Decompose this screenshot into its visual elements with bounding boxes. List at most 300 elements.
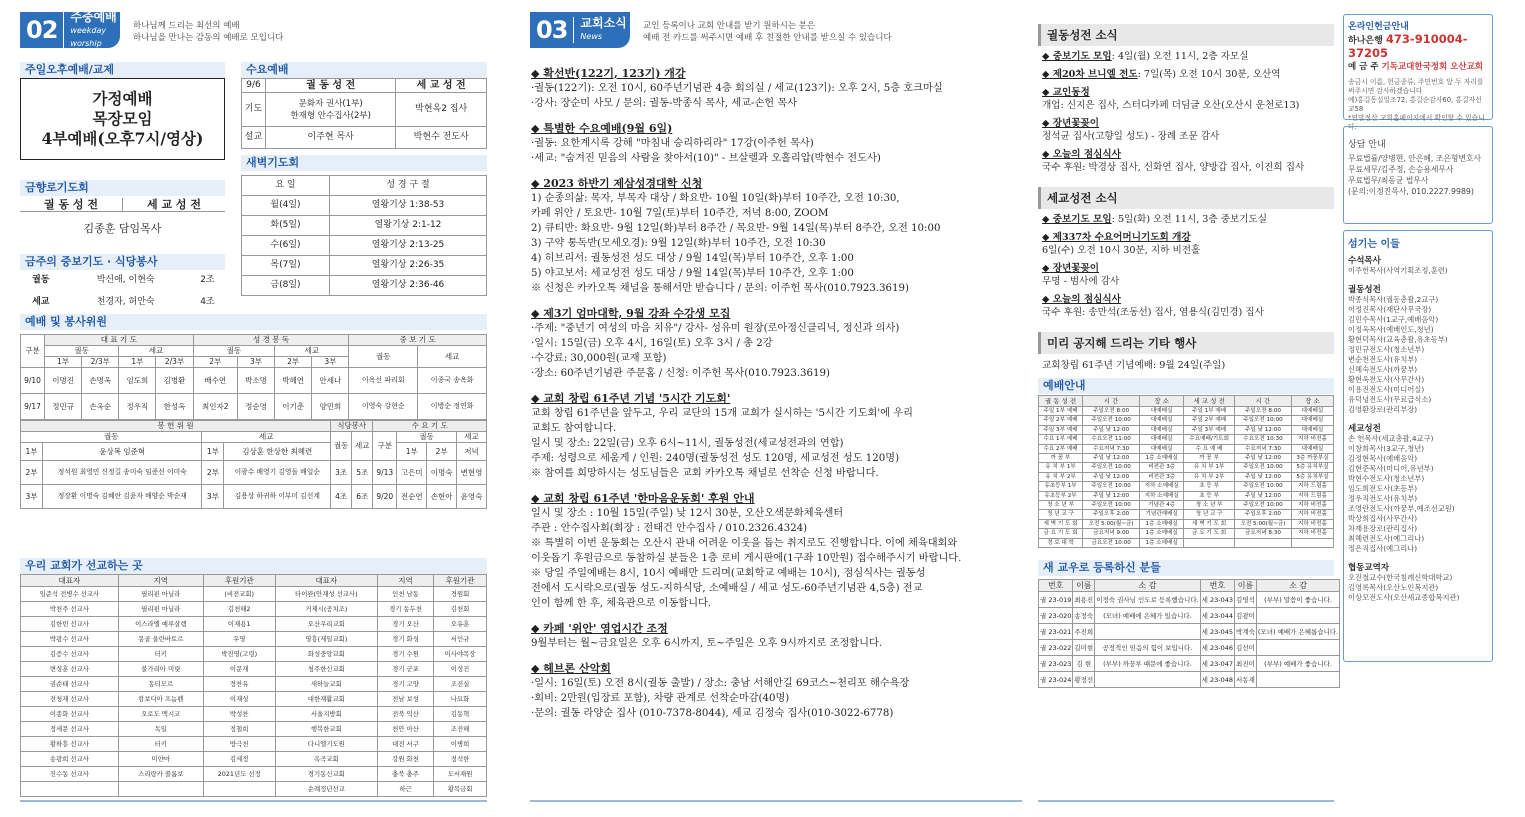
wed-h2: 세 교 성 전: [396, 79, 487, 93]
weekly-table: [20, 270, 225, 314]
mission-cell: 순례정년선교: [275, 782, 377, 797]
newcomer-cell: 김광미: [1235, 608, 1257, 624]
serve-cell: 3조: [331, 461, 352, 485]
newcomer-cell: (부부) 까꿍부 때문에 좋습니다.: [1095, 656, 1200, 672]
consult-line: (문의:이정진목사, 010.2227.9989): [1348, 187, 1474, 196]
newcomer-cell: [1095, 672, 1200, 688]
service-cell: 수요 1부 예배: [1039, 435, 1083, 444]
service-cell: 유 치 부 1부: [1039, 463, 1083, 472]
footer-rule: [530, 800, 1022, 802]
service-cell: 대예배실: [1140, 425, 1184, 434]
serve-cell: 저녁: [457, 443, 487, 461]
mission-cell: 서인규: [434, 632, 487, 647]
staff-group-title: 세교성전: [1348, 424, 1381, 434]
page-badge: [530, 12, 630, 48]
online-note: 예)홍길동십일조72, 홍길순감사60, 홍길자선교58: [1348, 96, 1482, 113]
serve-cell: 궐동: [193, 346, 274, 357]
newcomer-header: 이름: [1073, 580, 1095, 592]
service-cell: 5층 유치부실: [1291, 463, 1333, 472]
mission-cell: 캄보디아 프놈펜: [118, 692, 203, 707]
mission-cell: 나묘화: [434, 692, 487, 707]
serve-cell: 궐동: [21, 432, 202, 443]
wed-label: 수요예배: [241, 62, 487, 78]
wed-date: 9/6: [242, 79, 266, 93]
newcomer-header: 이름: [1235, 580, 1257, 592]
serve-cell: 이옥선 파리회: [349, 368, 418, 394]
staff-name: 조영란전도사(까꿍부,예조선교원): [1348, 504, 1455, 513]
newcomer-header: 번호: [1039, 580, 1073, 592]
newcomer-cell: 김 현: [1073, 656, 1095, 672]
wed-cell: 기도: [242, 93, 266, 127]
mission-cell: 필리핀 마닐라: [118, 587, 203, 602]
serve-cell: 최인자2: [193, 394, 237, 420]
section-header: [15, 0, 493, 50]
panel-church-news: [1035, 0, 1337, 817]
mission-cell: 김천해2: [203, 602, 275, 617]
staff-name: 김민수목사(1교구,예배음악): [1348, 315, 1439, 324]
other-events-title: 미리 공지해 드리는 기타 행사: [1038, 332, 1334, 354]
service-cell: 주일 3부 예배: [1039, 425, 1083, 434]
staff-name: 이주헌목사(사역기획조정,훈련): [1348, 266, 1448, 275]
serve-cell: 이종국 송옥화: [418, 368, 487, 394]
mission-cell: 전청재 선교사: [21, 692, 119, 707]
service-cell: 주일 3부 예배: [1184, 425, 1235, 434]
service-cell: 지하 비전홀: [1291, 435, 1333, 444]
mission-cell: 동티모르: [118, 677, 203, 692]
serve-cell: 1부: [397, 443, 427, 461]
service-cell: 지하 드림홀: [1291, 491, 1333, 500]
serve-cell: 이병순 정연화: [418, 394, 487, 420]
mission-cell: 거제시(공치조): [275, 602, 377, 617]
serve-cell: 이명진: [45, 368, 82, 394]
news-line: ·회비: 2만원(입장료 포함), 차량 관계로 선착순마감(40명): [531, 693, 790, 704]
service-cell: 주일오전 10:00: [1234, 463, 1291, 472]
serve-cell: 손현아: [427, 485, 457, 509]
mission-cell: 이병희: [434, 737, 487, 752]
news-line: 3) 구약 통독반(모세오경): 9월 12일(화)부터 10주간, 오전 10:30: [531, 238, 826, 249]
page-title: 교회소식: [580, 16, 627, 30]
service-cell: 유초등부 1부: [1039, 482, 1083, 491]
staff-name: 김현준목사(미디어,유년부): [1348, 464, 1434, 473]
sunday-line-1: 가정예배: [92, 89, 153, 108]
newcomers-table: [1038, 579, 1340, 688]
serve-cell: 배수연: [193, 368, 237, 394]
dawn-h2: 성 경 구 절: [330, 176, 487, 196]
serve-cell: 구분: [373, 432, 397, 461]
friday-h1: 궐 동 성 전: [20, 198, 123, 212]
gwoldong-news-title: 궐동성전 소식: [1038, 24, 1334, 46]
segyo-news: [1038, 209, 1334, 328]
wed-h1: 궐 동 성 전: [266, 79, 396, 93]
staff-name: 신혜숙전도사(까꿍부): [1348, 365, 1418, 374]
mission-cell: 타이완(안재성 선교사): [275, 587, 377, 602]
serve-cell: 5조: [352, 461, 373, 485]
weekly-cell: 박신애, 이현숙: [96, 275, 155, 285]
wed-cell: 박현수 전도사: [396, 127, 487, 149]
serve-cell: 정우직: [119, 394, 156, 420]
service-cell: 수요예배/기도회: [1184, 435, 1235, 444]
weekly-cell: 4조: [200, 297, 215, 307]
mission-cell: 진수동 선교사: [21, 767, 119, 782]
news-line: 4) 히브리서: 궐동성전 성도 대상 / 9월 14일(목)부터 10주간, 오후 1:00: [531, 253, 854, 264]
serve-cell: 이기춘: [275, 394, 312, 420]
serve-cell: 정순영: [237, 394, 274, 420]
news-line: ·일시: 16일(토) 오전 8시(궐동 출발) / 장소: 충남 서해안길 69코스~천리포 해수욕장: [531, 678, 910, 689]
service-cell: 경 로 대 학: [1039, 538, 1083, 547]
service-cell: 대예배실: [1140, 416, 1184, 425]
mission-cell: 박성찬: [203, 707, 275, 722]
serve-cell: 박소명: [237, 368, 274, 394]
serve-cell: 2부: [427, 443, 457, 461]
dawn-label: 새벽기도회: [241, 155, 487, 171]
service-cell: 주일오전 10:00: [1234, 501, 1291, 510]
mission-cell: 방극천: [203, 737, 275, 752]
news-line: ※ 특별히 이번 운동회는 오산시 관내 어려운 이웃을 돕는 취지로도 진행합니다. 이에 체육대회와: [531, 538, 958, 549]
account-holder-label: 예 금 주: [1348, 62, 1379, 72]
serve-cell: 궐동: [397, 432, 457, 443]
news-heading: ◆ 중보기도 모임: [1042, 51, 1112, 62]
mission-cell: 인천 남동: [378, 587, 434, 602]
service-cell: 주일 낮 12:00: [1234, 472, 1291, 481]
service-cell: 주일오전 8:00: [1234, 407, 1291, 416]
serve-cell: 정석원 최영민 신정길 송미숙 임준선 이미숙: [43, 461, 202, 485]
service-cell: 금 요 기 도 회: [1184, 529, 1235, 538]
newcomer-cell: 궐 23-019: [1039, 592, 1073, 608]
service-cell: 대예배실: [1140, 435, 1184, 444]
news-heading: ◆ 확선반(122기, 123기) 개강: [531, 67, 686, 80]
service-cell: 주일오전 10:00: [1083, 482, 1140, 491]
mission-cell: 이재성: [203, 692, 275, 707]
service-cell: 까 꿍 부: [1184, 454, 1235, 463]
service-cell: 주일 2부 예배: [1039, 416, 1083, 425]
serve-cell: 정민규: [45, 394, 82, 420]
service-cell: 주일 낮 12:00: [1083, 472, 1140, 481]
newcomer-cell: 궐 23-023: [1039, 656, 1073, 672]
mission-cell: 충북 충주: [378, 767, 434, 782]
mission-cell: 오유훈: [434, 617, 487, 632]
newcomer-cell: 세 23-046: [1200, 640, 1234, 656]
news-item: [1042, 262, 1330, 288]
dawn-cell: 열왕기상 2:36-46: [330, 276, 487, 296]
service-cell: 유초등부 2부: [1039, 491, 1083, 500]
service-header: 궐 동 성 전: [1039, 396, 1083, 407]
serve-cell: 안세나: [312, 368, 349, 394]
newcomer-cell: 황정선: [1073, 672, 1095, 688]
news-text: 6일(수) 오전 10시 30분, 지하 비전홀: [1042, 245, 1201, 256]
newcomer-header: 소 감: [1095, 580, 1200, 592]
newcomer-cell: (부부) 예배가 좋습니다.: [1256, 656, 1339, 672]
newcomer-cell: 세 23-047: [1200, 656, 1234, 672]
mission-cell: 이종화 선교사: [21, 707, 119, 722]
serve-cell: 윤상복 임준혁: [43, 443, 202, 461]
staff-name: 정우직전도사(유치부): [1348, 494, 1418, 503]
service-cell: 오전 5:00(월~금): [1234, 519, 1291, 528]
mission-cell: 몽골 울란바토르: [118, 632, 203, 647]
serve-cell: 4조: [331, 485, 352, 509]
section-header: [525, 0, 1025, 50]
news-line: ·주제: "중년기 여성의 마음 치유"/ 강사- 성유미 원장(로아정신클리닉, 정신과 의사): [531, 323, 900, 334]
mission-header: 후원기관: [203, 575, 275, 587]
mission-cell: 황목금회: [434, 782, 487, 797]
weekly-cell: 궐동: [32, 275, 50, 285]
newcomer-cell: 세 23-044: [1200, 608, 1234, 624]
staff-name: 박종식목사(궐동총괄,2교구): [1348, 295, 1439, 304]
news-heading: ◆ 교회 창립 61주년 '한마음운동회' 후원 안내: [531, 492, 755, 505]
mission-cell: 경기 화성: [378, 632, 434, 647]
mission-cell: 도서재원: [434, 767, 487, 782]
serve-cell: 3부: [21, 485, 43, 509]
mission-label: 우리 교회가 선교하는 곳: [20, 558, 487, 574]
mission-cell: 불가리아 미릿: [118, 662, 203, 677]
news-line: 인이 함께 한 후, 체육관으로 이동합니다.: [531, 598, 712, 609]
mission-cell: 전남 보성: [378, 692, 434, 707]
serve-cell: 박혜연: [275, 368, 312, 394]
news-heading: ◆ 교인동정: [1042, 87, 1090, 98]
news-line: 일시 및 장소: 22일(금) 오후 6시~11시, 궐동성전(세교성전과의 연합): [531, 438, 844, 449]
service-cell: 새 벽 기 도 회: [1184, 519, 1235, 528]
serve-cell: 변현영: [457, 461, 487, 485]
news-heading: ◆ 제337차 수요어머니기도회 개강: [1042, 232, 1191, 243]
service-cell: 지하 비전홀: [1291, 501, 1333, 510]
staff-name: 이용진전도사(미디어실): [1348, 385, 1425, 394]
mission-cell: 정찬유: [203, 677, 275, 692]
mission-cell: 천안 아산: [378, 722, 434, 737]
wed-cell: 박현옥2 집사: [396, 93, 487, 127]
news-line: ·일시: 15일(금) 오후 4시, 16일(토) 오후 3시 / 총 2강: [531, 338, 773, 349]
newcomer-cell: 박계숙: [1235, 624, 1257, 640]
mission-cell: [118, 782, 203, 797]
service-cell: 주일 1부 예배: [1039, 407, 1083, 416]
service-cell: 초 등 부: [1184, 491, 1235, 500]
mission-cell: 하근: [378, 782, 434, 797]
service-header: 시 간: [1234, 396, 1291, 407]
newcomer-cell: 세 23-043: [1200, 592, 1234, 608]
serve-cell: 세교: [418, 346, 487, 368]
service-cell: 주일오전 10:00: [1234, 416, 1291, 425]
mission-cell: 경기 동두천: [378, 602, 434, 617]
mission-cell: 이문재: [203, 662, 275, 677]
service-header: 장 소: [1291, 396, 1333, 407]
staff-name: 박현수전도사(청소년부): [1348, 474, 1425, 483]
staff-name: 정민규전도사(청소년부): [1348, 345, 1425, 354]
service-cell: 초 등 부: [1184, 482, 1235, 491]
service-header: 시 간: [1083, 396, 1140, 407]
dawn-cell: 금(8일): [242, 276, 330, 296]
staff-name: 이정진목사(재단사무국장): [1348, 305, 1432, 314]
mission-cell: 이사야목장: [434, 647, 487, 662]
footer-rule: [1038, 800, 1334, 802]
news-item: [1042, 86, 1330, 112]
service-cell: 청 년 교 구: [1184, 510, 1235, 519]
news-line: 교회도 참여합니다.: [531, 423, 617, 434]
newcomer-cell: [1256, 640, 1339, 656]
serve-cell: 2부: [202, 461, 224, 485]
page-number: 02: [26, 16, 58, 44]
gwoldong-news: [1038, 46, 1334, 183]
news-line: ·궐동: 요한계시록 강해 "마침내 승리하리라" 17강(이주헌 목사): [531, 138, 814, 149]
mission-cell: 터키: [118, 737, 203, 752]
service-cell: 대예배실: [1140, 407, 1184, 416]
dawn-table: [241, 175, 487, 296]
mission-cell: 독일: [118, 722, 203, 737]
service-cell: 청 소 년 부: [1039, 501, 1083, 510]
mission-cell: 권순태 선교사: [21, 677, 119, 692]
service-cell: [1291, 538, 1333, 547]
mission-cell: 오로도 멕시코: [118, 707, 203, 722]
news-heading: ◆ 제20차 브니엘 전도: [1042, 69, 1138, 80]
service-cell: 비전관 3층: [1140, 463, 1184, 472]
serve-cell: 9/17: [21, 394, 45, 420]
account-holder: 기독교대한국정회 오산교회: [1381, 62, 1484, 72]
consult-line: 무료법률/양병현, 안은혜, 조은형변호사: [1348, 154, 1482, 163]
news-text: 국수 후원: 송만석(조동선) 집사, 염용식(김민경) 집사: [1042, 307, 1264, 318]
news-text: 개업: 신지은 집사, 스터디카페 더딤글 오산(오산시 운천로13): [1042, 100, 1300, 111]
service-cell: 지하 소예배실: [1140, 482, 1184, 491]
footer-rule: [20, 800, 487, 802]
news-heading: ◆ 장년꽃꽂이: [1042, 263, 1100, 274]
panel-sidebar: [1343, 0, 1495, 817]
mission-cell: 이재용1: [203, 617, 275, 632]
newcomer-cell: 공정적인 믿음의 힘이 보입니다.: [1095, 640, 1200, 656]
newcomer-cell: 이정숙 권사님 인도로 등록했습니다.: [1095, 592, 1200, 608]
newcomer-cell: 궐 23-024: [1039, 672, 1073, 688]
service-cell: 주일오후 2:00: [1083, 510, 1140, 519]
mission-cell: 정철희: [203, 722, 275, 737]
service-cell: 주일오전 8:00: [1083, 407, 1140, 416]
serve-cell: 김병환: [156, 368, 193, 394]
mission-cell: 행복한교회: [275, 722, 377, 737]
news-text: 정석균 집사(고향일 성도) - 장례 조문 감사: [1042, 131, 1220, 142]
news-line: 교회 창립 61주년을 앞두고, 우리 교단의 15개 교회가 실시하는 '5시간 기도회'에 우리: [531, 408, 913, 419]
mission-cell: 옥곡교회: [275, 752, 377, 767]
serve-cell: 정장환 이명숙 김혜란 김윤자 배양순 박순재: [43, 485, 202, 509]
panel-weekday-worship: [15, 0, 493, 817]
newcomer-cell: 김영석: [1235, 592, 1257, 608]
mission-cell: 황하흥 선교사: [21, 737, 119, 752]
mission-cell: 다니엘기도원: [275, 737, 377, 752]
newcomer-cell: [1095, 624, 1200, 640]
online-offering-label: 온라인헌금안내: [1348, 22, 1409, 32]
serve-cell: 한성옥: [156, 394, 193, 420]
service-cell: 주일 2부 예배: [1184, 416, 1235, 425]
online-note: 써주시면 감사하겠습니다: [1348, 87, 1423, 95]
news-line: ·세교: "숨겨진 믿음의 사람을 찾아서(10)" - 브살렐과 오홀리압(박현수 전도사): [531, 153, 881, 164]
service-cell: 유 치 부 2부: [1039, 472, 1083, 481]
newcomer-cell: 궐 23-022: [1039, 640, 1073, 656]
service-cell: 기념관 4층: [1140, 501, 1184, 510]
news-text: : 7일(목) 오전 10시 30분, 오산역: [1137, 69, 1281, 80]
serve-cell: 수 요 기 도: [373, 421, 487, 432]
account-number: 473-910004-37205: [1348, 32, 1468, 60]
news-item: [1042, 68, 1330, 81]
friday-value: 김종훈 담임목사: [83, 222, 162, 236]
service-cell: 1층 소예배실: [1140, 454, 1184, 463]
mission-cell: 송광희 선교사: [21, 752, 119, 767]
sunday-line-3: 4부예배(오후7시/영상): [41, 129, 204, 148]
service-cell: 주일오전 10:00: [1083, 463, 1140, 472]
mission-cell: 필리핀 마닐라: [118, 602, 203, 617]
mission-cell: 김한빈 선교사: [21, 617, 119, 632]
staff-name: 김영환장로(관리부장): [1348, 405, 1418, 414]
news-line: ※ 당일 주일예배는 8시, 10시 예배만 드리며(교회학교 예배는 10시), 점심식사는 궐동성: [531, 568, 926, 579]
news-line: ·강사: 장순미 사모 / 문의: 궐동-박종식 목사, 세교-손헌 목사: [531, 98, 798, 109]
service-cell: 지하 드림홀: [1291, 482, 1333, 491]
staff-group-title: 협동교역자: [1348, 563, 1390, 573]
news-line: 이웃돕기 후원금으로 동참하실 분들은 1층 로비 게시판에(1구좌 10만원) 접수해주시기 바랍니다.: [531, 553, 962, 564]
sunday-label: 주일오후예배/교제: [20, 62, 225, 78]
staff-name: 임도희전도사(초등부): [1348, 484, 1418, 493]
mission-cell: 임준석 전병수 선교사: [21, 587, 119, 602]
online-note: *연말정산 교회홈페이지에서 확인할 수 있습니다.: [1348, 114, 1485, 131]
serve-cell: 세교: [202, 432, 331, 443]
page-badge: [20, 9, 120, 48]
service-cell: 수요저녁 7:30: [1234, 444, 1291, 453]
service-cell: 수요저녁 7:30: [1083, 444, 1140, 453]
service-cell: 유 치 부 2부: [1184, 472, 1235, 481]
news-text: : 4일(월) 오전 11시, 2층 자모실: [1111, 51, 1249, 62]
staff-name: 이정옥목사(예배인도,청년): [1348, 325, 1434, 334]
header-subtitle: [643, 20, 892, 44]
news-line: ※ 참여를 희망하시는 성도님들은 교회 카카오톡 채널로 선착순 신청 바랍니다.: [531, 468, 879, 479]
news-item: [1042, 231, 1330, 257]
news-line: ※ 신청은 카카오톡 채널을 통해서만 받습니다 / 문의: 이주헌 목사(010.7923.3619): [531, 283, 909, 294]
news-line: ·문의: 궐동 라양순 집사 (010-7378-8044), 세교 김정숙 집사(010-3022-6778): [531, 708, 894, 719]
service-cell: 주일오후 2:00: [1234, 510, 1291, 519]
mission-cell: 경원회: [434, 587, 487, 602]
service-cell: 주일오전 10:00: [1083, 416, 1140, 425]
newcomer-cell: 서동재: [1235, 672, 1257, 688]
serve-cell: 궐동: [349, 346, 418, 368]
mission-table: [20, 574, 487, 797]
service-cell: 주일 1부 예배: [1184, 407, 1235, 416]
news-heading: ◆ 오늘의 점심식사: [1042, 294, 1121, 305]
serve-cell: 중 보 기 도: [349, 335, 487, 346]
serve-cell: 대 표 기 도: [45, 335, 194, 346]
mission-cell: 김천회: [434, 602, 487, 617]
service-cell: 주일오전 10:00: [1234, 482, 1291, 491]
other-events-text: 교회창립 61주년 기념예배: 9월 24일(주일): [1042, 360, 1226, 371]
serve-cell: 9/13: [373, 461, 397, 485]
staff-box: [1343, 230, 1493, 662]
news-heading: ◆ 교회 창립 61주년 기념 '5시간 기도회': [531, 392, 731, 405]
news-line: ·수강료: 30,000원(교재 포함): [531, 353, 667, 364]
news-line: ·궐동(122기): 오전 10시, 60주년기념관 4층 회의실 / 세교(123기): 오후 2시, 5층 호크마실: [531, 83, 943, 94]
mission-cell: 전북 익산: [378, 707, 434, 722]
service-cell: 새 벽 기 도 회: [1039, 519, 1083, 528]
newcomer-header: 번호: [1200, 580, 1234, 592]
service-cell: 지하 비전홀: [1291, 510, 1333, 519]
newcomer-cell: 김미현: [1073, 640, 1095, 656]
page-number: 03: [536, 16, 568, 44]
segyo-news-title: 세교성전 소식: [1038, 187, 1334, 209]
service-cell: 지하 비전홀: [1291, 519, 1333, 528]
news-heading: ◆ 제3기 엄마대학, 9월 강좌 수강생 모집: [531, 307, 731, 320]
wed-cell: 이주현 목사: [266, 127, 396, 149]
serve-cell: 구분: [21, 335, 45, 368]
news-line: 전에서 도시락으로(궐동 성도-지하식당, 소예배실 / 세교 성도-60주년기념관 4,5층) 전교: [531, 583, 923, 594]
service-cell: 청 소 년 부: [1184, 501, 1235, 510]
consult-label: 상담 안내: [1348, 140, 1386, 150]
news-line: ·장소: 60주년기념관 주문홈 / 신청: 이주헌 목사(010.7923.3619): [531, 368, 830, 379]
staff-name: 변순천전도사(유치부): [1348, 355, 1418, 364]
online-note: 송금시 이름, 헌금종류, 주민번호 앞 두 자리를: [1348, 78, 1484, 86]
newcomer-cell: (모녀) 예배가 은혜롭습니다.: [1256, 624, 1339, 640]
serve-cell: 손옥순: [82, 394, 119, 420]
newcomer-cell: 세 23-045: [1200, 624, 1234, 640]
dawn-cell: 열왕기상 2:1-12: [330, 216, 487, 236]
mission-cell: 이성진: [434, 662, 487, 677]
service-cell: 주일 낮 12:00: [1234, 491, 1291, 500]
